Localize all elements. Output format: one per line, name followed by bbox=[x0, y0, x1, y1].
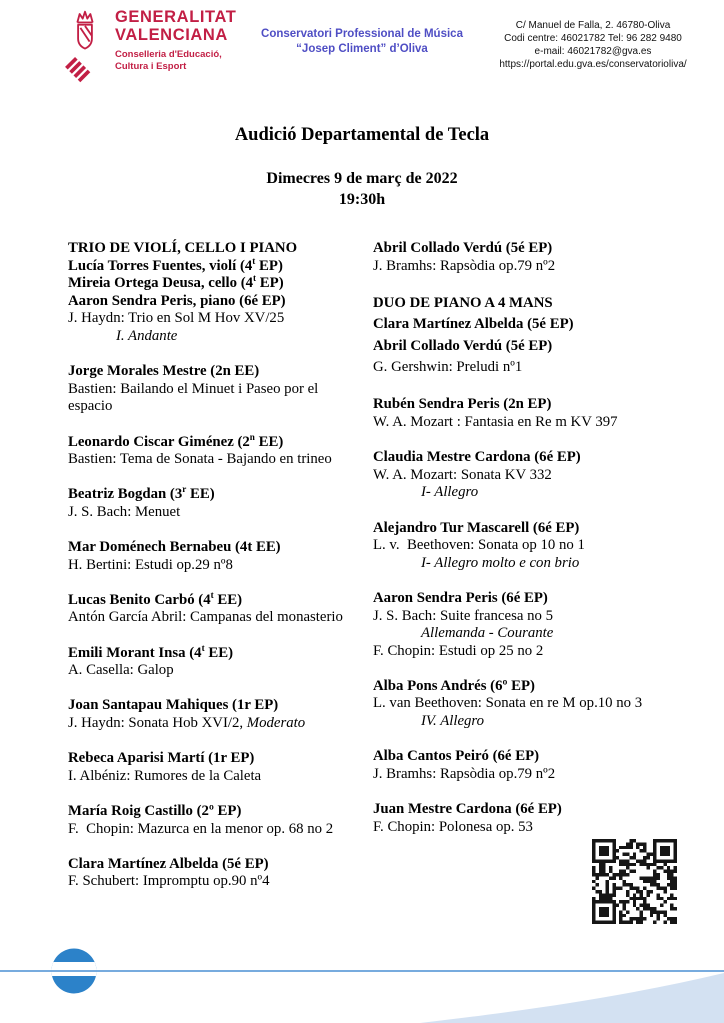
movement-marking: I- Allegro bbox=[421, 484, 479, 501]
movement-marking: I. Andante bbox=[116, 327, 178, 344]
piece-title: G. Gershwin: Preludi nº1 bbox=[373, 359, 523, 376]
program-block bbox=[68, 697, 364, 732]
piece-title: J. S. Bach: Menuet bbox=[68, 503, 181, 520]
piece-title: W. A. Mozart : Fantasia en Re m KV 397 bbox=[373, 413, 618, 430]
program-block bbox=[373, 449, 683, 502]
performer-name: Lucía Torres Fuentes, violí (4$^t$ EP) bbox=[68, 255, 283, 274]
program-block bbox=[68, 803, 364, 838]
program-column-left bbox=[68, 240, 364, 909]
piece-title: F. Schubert: Impromptu op.90 nº4 bbox=[68, 873, 270, 890]
performer-name: Alejandro Tur Mascarell (6é EP) bbox=[373, 519, 580, 536]
piece-title: H. Bertini: Estudi op.29 nº8 bbox=[68, 556, 233, 573]
piece-title: Bastien: Tema de Sonata - Bajando en trineo bbox=[68, 451, 332, 468]
piece-title: F. Chopin: Mazurca en la menor op. 68 no 2 bbox=[68, 820, 334, 837]
logo-title-line2: VALENCIANA bbox=[115, 26, 228, 44]
group-title: DUO DE PIANO A 4 MANS bbox=[373, 294, 553, 311]
group-title: TRIO DE VIOLÍ, CELLO I PIANO bbox=[68, 240, 298, 256]
piece-title: A. Casella: Galop bbox=[68, 662, 174, 679]
performer-name: Mar Doménech Bernabeu (4t EE) bbox=[68, 539, 281, 556]
contact-address: C/ Manuel de Falla, 2. 46780-Oliva bbox=[515, 20, 671, 31]
contact-info bbox=[474, 19, 712, 71]
program-block bbox=[373, 520, 683, 573]
piece-title: J. Bramhs: Rapsòdia op.79 nº2 bbox=[373, 257, 556, 274]
piece-title: J. Bramhs: Rapsòdia op.79 nº2 bbox=[373, 765, 556, 782]
performer-name: Lucas Benito Carbó (4$^t$ EE) bbox=[68, 589, 243, 608]
program-block bbox=[68, 589, 364, 627]
movement-marking: Allemanda - Courante bbox=[421, 625, 554, 642]
contact-url: https://portal.edu.gva.es/conservatorioliva/ bbox=[499, 59, 687, 70]
contact-email: e-mail: 46021782@gva.es bbox=[534, 46, 652, 57]
program-block bbox=[373, 240, 683, 275]
performer-name: Aaron Sendra Peris, piano (6é EP) bbox=[68, 292, 286, 309]
piece-title: J. S. Bach: Suite francesa no 5 bbox=[373, 607, 553, 624]
piece-title: L. van Beethoven: Sonata en re M op.10 no 3 bbox=[373, 695, 643, 712]
performer-name: Abril Collado Verdú (5é EP) bbox=[373, 337, 553, 354]
program-block bbox=[373, 801, 683, 836]
performer-name: Rubén Sendra Peris (2n EP) bbox=[373, 396, 552, 413]
school-name-line1: Conservatori Professional de Música bbox=[261, 28, 463, 40]
piece-title: Antón García Abril: Campanas del monasterio bbox=[68, 609, 343, 626]
school-name-line2: “Josep Climent” d’Oliva bbox=[296, 43, 428, 55]
piece-title: J. Haydn: Sonata Hob XVI/2, Moderato bbox=[68, 715, 306, 732]
program bbox=[68, 240, 683, 909]
program-block bbox=[68, 431, 364, 469]
movement-marking: I- Allegro molto e con brio bbox=[421, 554, 580, 571]
logo-subtitle-line1: Conselleria d'Educació, bbox=[115, 49, 222, 60]
performer-name: Joan Santapau Mahiques (1r EP) bbox=[68, 697, 279, 714]
performer-name: Mireia Ortega Deusa, cello (4$^t$ EP) bbox=[68, 273, 284, 292]
program-block bbox=[68, 486, 364, 521]
program-block bbox=[373, 293, 683, 379]
program-block bbox=[373, 748, 683, 783]
performer-name: Claudia Mestre Cardona (6é EP) bbox=[373, 449, 581, 466]
movement-marking: IV. Allegro bbox=[421, 713, 485, 730]
program-block bbox=[68, 539, 364, 574]
piece-title: Bastien: Bailando el Minuet i Paseo por el espacio bbox=[68, 380, 322, 415]
program-block bbox=[373, 396, 683, 431]
performer-name: Jorge Morales Mestre (2n EE) bbox=[68, 363, 260, 380]
piece-title: F. Chopin: Polonesa op. 53 bbox=[373, 818, 533, 835]
program-block bbox=[68, 363, 364, 416]
program-column-right bbox=[373, 240, 683, 909]
performer-name: Alba Cantos Peiró (6é EP) bbox=[373, 748, 540, 765]
program-block bbox=[68, 856, 364, 891]
footer-wave-decoration bbox=[0, 903, 724, 1023]
program-block bbox=[373, 678, 683, 731]
event-time: 19:30h bbox=[338, 191, 386, 208]
program-block bbox=[68, 750, 364, 785]
piece-title: W. A. Mozart: Sonata KV 332 bbox=[373, 466, 552, 483]
logo-title-line1: GENERALITAT bbox=[115, 8, 237, 26]
performer-name: Aaron Sendra Peris (6é EP) bbox=[373, 589, 548, 606]
performer-name: Rebeca Aparisi Martí (1r EP) bbox=[68, 750, 255, 767]
piece-title: F. Chopin: Estudi op 25 no 2 bbox=[373, 642, 544, 659]
performer-name: Juan Mestre Cardona (6é EP) bbox=[373, 801, 562, 818]
performer-name: Alba Pons Andrés (6º EP) bbox=[373, 677, 535, 694]
program-block bbox=[68, 642, 364, 680]
performer-name: Leonardo Ciscar Giménez (2$^n$ EE) bbox=[68, 431, 284, 450]
performer-name: Abril Collado Verdú (5é EP) bbox=[373, 240, 553, 256]
program-block bbox=[373, 590, 683, 660]
event-date: Dimecres 9 de març de 2022 bbox=[266, 170, 458, 187]
piece-title: L. v. Beethoven: Sonata op 10 no 1 bbox=[373, 537, 585, 554]
wave-swoosh bbox=[420, 973, 724, 1023]
performer-name: Clara Martínez Albelda (5é EP) bbox=[68, 855, 269, 872]
contact-code-tel: Codi centre: 46021782 Tel: 96 282 9480 bbox=[504, 33, 682, 44]
page-title: Audició Departamental de Tecla bbox=[234, 125, 490, 145]
performer-name: María Roig Castillo (2º EP) bbox=[68, 803, 242, 819]
performer-name: Beatriz Bogdan (3$^r$ EE) bbox=[68, 484, 215, 503]
piece-title: J. Haydn: Trio en Sol M Hov XV/25 bbox=[68, 310, 285, 327]
logo-subtitle-line2: Cultura i Esport bbox=[115, 60, 187, 72]
program-block bbox=[68, 240, 364, 346]
performer-name: Clara Martínez Albelda (5é EP) bbox=[373, 316, 574, 333]
performer-name: Emili Morant Insa (4$^t$ EE) bbox=[68, 642, 234, 661]
piece-title: I. Albéniz: Rumores de la Caleta bbox=[68, 767, 262, 784]
